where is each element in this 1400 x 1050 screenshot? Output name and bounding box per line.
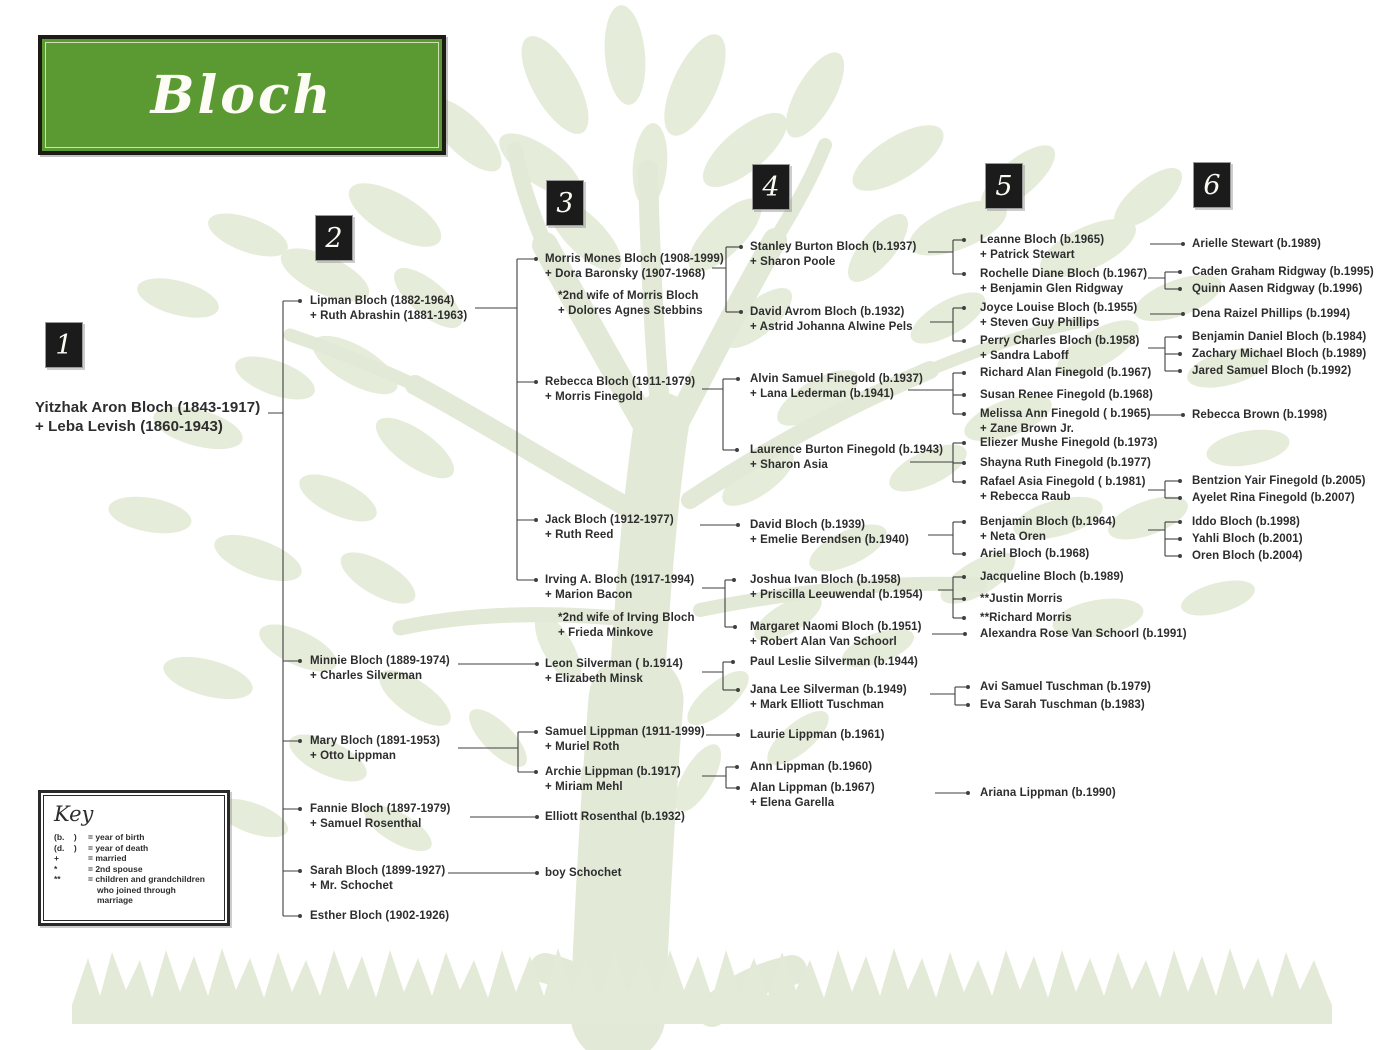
person-entry	[750, 728, 885, 743]
person-spouse: + Emelie Berendsen (b.1940)	[750, 534, 909, 546]
person-name: Ariana Lippman (b.1990)	[980, 787, 1116, 799]
person-entry	[1192, 330, 1366, 345]
person-entry	[545, 765, 681, 795]
legend-meaning: = year of birth	[88, 832, 145, 842]
person-entry	[1192, 474, 1366, 489]
person-name: Leanne Bloch (b.1965)	[980, 234, 1105, 246]
generation-badge-1	[45, 322, 83, 368]
person-spouse: + Astrid Johanna Alwine Pels	[750, 321, 913, 333]
person-spouse: + Ruth Abrashin (1881-1963)	[310, 310, 468, 322]
person-spouse: + Rebecca Raub	[980, 491, 1071, 503]
person-spouse: + Sandra Laboff	[980, 350, 1069, 362]
legend-symbol: +	[54, 853, 59, 863]
person-spouse: + Mr. Schochet	[310, 880, 393, 892]
person-name: Susan Renee Finegold (b.1968)	[980, 389, 1153, 401]
person-entry	[545, 252, 724, 282]
person-name: Eliezer Mushe Finegold (b.1973)	[980, 437, 1158, 449]
person-spouse: + Elena Garella	[750, 797, 835, 809]
person-name: Stanley Burton Bloch (b.1937)	[750, 241, 917, 253]
person-name: Zachary Michael Bloch (b.1989)	[1192, 348, 1367, 360]
generation-badge-5	[985, 163, 1023, 209]
person-name: Ariel Bloch (b.1968)	[980, 548, 1090, 560]
person-name: Paul Leslie Silverman (b.1944)	[750, 656, 918, 668]
person-entry	[750, 372, 923, 402]
person-name: Elliott Rosenthal (b.1932)	[545, 811, 685, 823]
person-entry	[980, 547, 1089, 562]
person-name: Iddo Bloch (b.1998)	[1192, 516, 1300, 528]
person-name: boy Schochet	[545, 867, 622, 879]
person-name: **Justin Morris	[980, 593, 1063, 605]
family-name-plaque	[38, 35, 446, 155]
person-entry	[1192, 265, 1374, 280]
person-name: Ayelet Rina Finegold (b.2007)	[1192, 492, 1355, 504]
person-spouse: + Frieda Minkove	[558, 627, 654, 639]
person-name: Archie Lippman (b.1917)	[545, 766, 681, 778]
person-entry	[980, 267, 1147, 297]
legend-meaning: = married	[88, 853, 127, 863]
person-name: Fannie Bloch (1897-1979)	[310, 803, 451, 815]
legend-row	[54, 853, 214, 864]
person-name: Margaret Naomi Bloch (b.1951)	[750, 621, 922, 633]
person-name: Rebecca Bloch (1911-1979)	[545, 376, 696, 388]
generation-number: 3	[556, 187, 574, 219]
person-name: Quinn Aasen Ridgway (b.1996)	[1192, 283, 1363, 295]
person-name: Samuel Lippman (1911-1999)	[545, 726, 705, 738]
generation-badge-4	[752, 164, 790, 210]
person-spouse: + Benjamin Glen Ridgway	[980, 283, 1124, 295]
person-entry	[980, 680, 1151, 695]
generation-number: 4	[762, 171, 780, 203]
person-name: Laurie Lippman (b.1961)	[750, 729, 885, 741]
person-name: Alan Lippman (b.1967)	[750, 782, 875, 794]
person-name: Dena Raizel Phillips (b.1994)	[1192, 308, 1351, 320]
legend-symbol: *	[54, 863, 58, 874]
person-entry	[545, 513, 674, 543]
legend-symbol: (d. )	[54, 842, 77, 853]
person-entry	[980, 436, 1158, 451]
person-entry	[980, 407, 1151, 437]
person-spouse: + Samuel Rosenthal	[310, 818, 422, 830]
legend-title: Key	[54, 802, 94, 826]
legend-meaning: = 2nd spouse	[88, 863, 143, 874]
person-name: Sarah Bloch (1899-1927)	[310, 865, 446, 877]
person-spouse: + Lana Lederman (b.1941)	[750, 388, 894, 400]
person-name: Alexandra Rose Van Schoorl (b.1991)	[980, 628, 1187, 640]
person-entry	[750, 240, 916, 270]
person-spouse: + Morris Finegold	[545, 391, 643, 403]
person-spouse: + Otto Lippman	[310, 750, 397, 762]
person-name: Rafael Asia Finegold ( b.1981)	[980, 476, 1146, 488]
person-entry	[1192, 364, 1351, 379]
person-entry	[1192, 408, 1327, 423]
person-entry	[980, 515, 1116, 545]
marriage-note	[558, 611, 695, 641]
person-entry	[980, 233, 1104, 263]
generation-number: 1	[55, 329, 73, 361]
person-entry	[310, 734, 440, 764]
person-name: Benjamin Daniel Bloch (b.1984)	[1192, 331, 1367, 343]
person-name: Laurence Burton Finegold (b.1943)	[750, 444, 944, 456]
person-entry	[1192, 347, 1366, 362]
person-name: Rebecca Brown (b.1998)	[1192, 409, 1328, 421]
person-spouse: + Zane Brown Jr.	[980, 423, 1074, 435]
legend-inner-border	[43, 795, 225, 921]
person-name: Jared Samuel Bloch (b.1992)	[1192, 365, 1352, 377]
person-name: *2nd wife of Morris Bloch	[558, 290, 699, 302]
person-spouse: + Neta Oren	[980, 531, 1046, 543]
generation-number: 5	[995, 170, 1013, 202]
person-name: Yahli Bloch (b.2001)	[1192, 533, 1303, 545]
person-entry	[980, 456, 1151, 471]
person-spouse: + Priscilla Leeuwendal (b.1954)	[750, 589, 923, 601]
person-name: Jacqueline Bloch (b.1989)	[980, 571, 1124, 583]
person-entry	[980, 627, 1187, 642]
person-name: Avi Samuel Tuschman (b.1979)	[980, 681, 1151, 693]
person-spouse: + Steven Guy Phillips	[980, 317, 1100, 329]
person-spouse: + Robert Alan Van Schoorl	[750, 636, 897, 648]
person-entry	[310, 909, 449, 924]
person-name: Lipman Bloch (1882-1964)	[310, 295, 455, 307]
person-entry	[35, 398, 260, 436]
person-name: Joshua Ivan Bloch (b.1958)	[750, 574, 901, 586]
person-entry	[750, 760, 872, 775]
legend-row	[54, 832, 214, 843]
person-entry	[980, 698, 1145, 713]
person-name: Jana Lee Silverman (b.1949)	[750, 684, 907, 696]
legend-row	[54, 874, 214, 906]
person-entry	[980, 611, 1072, 626]
person-entry	[310, 802, 450, 832]
person-entry	[1192, 237, 1321, 252]
person-entry	[980, 592, 1063, 607]
person-entry	[980, 301, 1137, 331]
person-name: Richard Alan Finegold (b.1967)	[980, 367, 1152, 379]
person-entry	[1192, 515, 1300, 530]
family-name: Bloch	[150, 64, 334, 126]
person-spouse: + Leba Levish (1860-1943)	[35, 418, 224, 435]
person-entry	[545, 866, 622, 881]
person-entry	[1192, 532, 1303, 547]
person-entry	[310, 864, 445, 894]
person-name: Alvin Samuel Finegold (b.1937)	[750, 373, 923, 385]
person-name: Irving A. Bloch (1917-1994)	[545, 574, 695, 586]
person-name: Melissa Ann Finegold ( b.1965)	[980, 408, 1151, 420]
person-name: Esther Bloch (1902-1926)	[310, 910, 450, 922]
person-entry	[750, 443, 943, 473]
person-entry	[545, 657, 683, 687]
person-name: Morris Mones Bloch (1908-1999)	[545, 253, 724, 265]
legend-meaning: = year of death	[88, 842, 149, 853]
person-name: Benjamin Bloch (b.1964)	[980, 516, 1116, 528]
person-name: Joyce Louise Bloch (b.1955)	[980, 302, 1138, 314]
person-name: Jack Bloch (1912-1977)	[545, 514, 674, 526]
person-entry	[1192, 282, 1362, 297]
person-entry	[980, 786, 1116, 801]
person-entry	[545, 375, 695, 405]
legend-row	[54, 864, 214, 875]
person-spouse: + Muriel Roth	[545, 741, 620, 753]
person-entry	[980, 366, 1151, 381]
person-entry	[750, 683, 907, 713]
person-name: Oren Bloch (b.2004)	[1192, 550, 1303, 562]
legend-symbol: **	[54, 874, 61, 884]
person-entry	[545, 725, 705, 755]
generation-badge-6	[1193, 162, 1231, 208]
person-name: Ann Lippman (b.1960)	[750, 761, 873, 773]
generation-number: 6	[1203, 169, 1221, 201]
person-name: Yitzhak Aron Bloch (1843-1917)	[35, 399, 261, 416]
person-name: David Avrom Bloch (b.1932)	[750, 306, 905, 318]
person-spouse: + Charles Silverman	[310, 670, 423, 682]
person-entry	[980, 334, 1139, 364]
person-entry	[980, 388, 1153, 403]
person-name: Eva Sarah Tuschman (b.1983)	[980, 699, 1145, 711]
person-name: Mary Bloch (1891-1953)	[310, 735, 441, 747]
person-spouse: + Sharon Asia	[750, 459, 828, 471]
person-spouse: + Sharon Poole	[750, 256, 836, 268]
legend-row	[54, 843, 214, 854]
person-entry	[1192, 491, 1355, 506]
person-name: *2nd wife of Irving Bloch	[558, 612, 695, 624]
person-entry	[1192, 307, 1350, 322]
legend-symbol: (b. )	[54, 832, 77, 842]
generation-badge-2	[315, 215, 353, 261]
person-name: Perry Charles Bloch (b.1958)	[980, 335, 1140, 347]
person-spouse: + Marion Bacon	[545, 589, 633, 601]
person-entry	[1192, 549, 1303, 564]
person-name: Rochelle Diane Bloch (b.1967)	[980, 268, 1148, 280]
person-name: David Bloch (b.1939)	[750, 519, 866, 531]
person-spouse: + Elizabeth Minsk	[545, 673, 643, 685]
person-name: Minnie Bloch (1889-1974)	[310, 655, 450, 667]
person-entry	[980, 475, 1146, 505]
person-spouse: + Dora Baronsky (1907-1968)	[545, 268, 706, 280]
person-spouse: + Ruth Reed	[545, 529, 614, 541]
legend-meaning: = children and grandchildren who joined through marriage	[88, 874, 205, 905]
person-entry	[310, 294, 467, 324]
person-entry	[750, 305, 913, 335]
person-spouse: + Mark Elliott Tuschman	[750, 699, 885, 711]
person-entry	[545, 573, 694, 603]
generation-number: 2	[325, 222, 343, 254]
person-name: Leon Silverman ( b.1914)	[545, 658, 683, 670]
person-name: Bentzion Yair Finegold (b.2005)	[1192, 475, 1366, 487]
person-entry	[980, 570, 1124, 585]
person-entry	[750, 620, 922, 650]
marriage-note	[558, 289, 703, 319]
person-spouse: + Patrick Stewart	[980, 249, 1075, 261]
person-name: **Richard Morris	[980, 612, 1072, 624]
person-entry	[750, 518, 909, 548]
person-name: Shayna Ruth Finegold (b.1977)	[980, 457, 1151, 469]
person-spouse: + Miriam Mehl	[545, 781, 623, 793]
generation-badge-3	[546, 180, 584, 226]
plaque-inner-border	[45, 42, 439, 148]
person-name: Caden Graham Ridgway (b.1995)	[1192, 266, 1374, 278]
legend-box	[38, 790, 230, 926]
person-name: Arielle Stewart (b.1989)	[1192, 238, 1321, 250]
person-entry	[750, 781, 875, 811]
person-entry	[310, 654, 450, 684]
person-entry	[750, 573, 923, 603]
person-spouse: + Dolores Agnes Stebbins	[558, 305, 703, 317]
person-entry	[545, 810, 685, 825]
person-entry	[750, 655, 918, 670]
